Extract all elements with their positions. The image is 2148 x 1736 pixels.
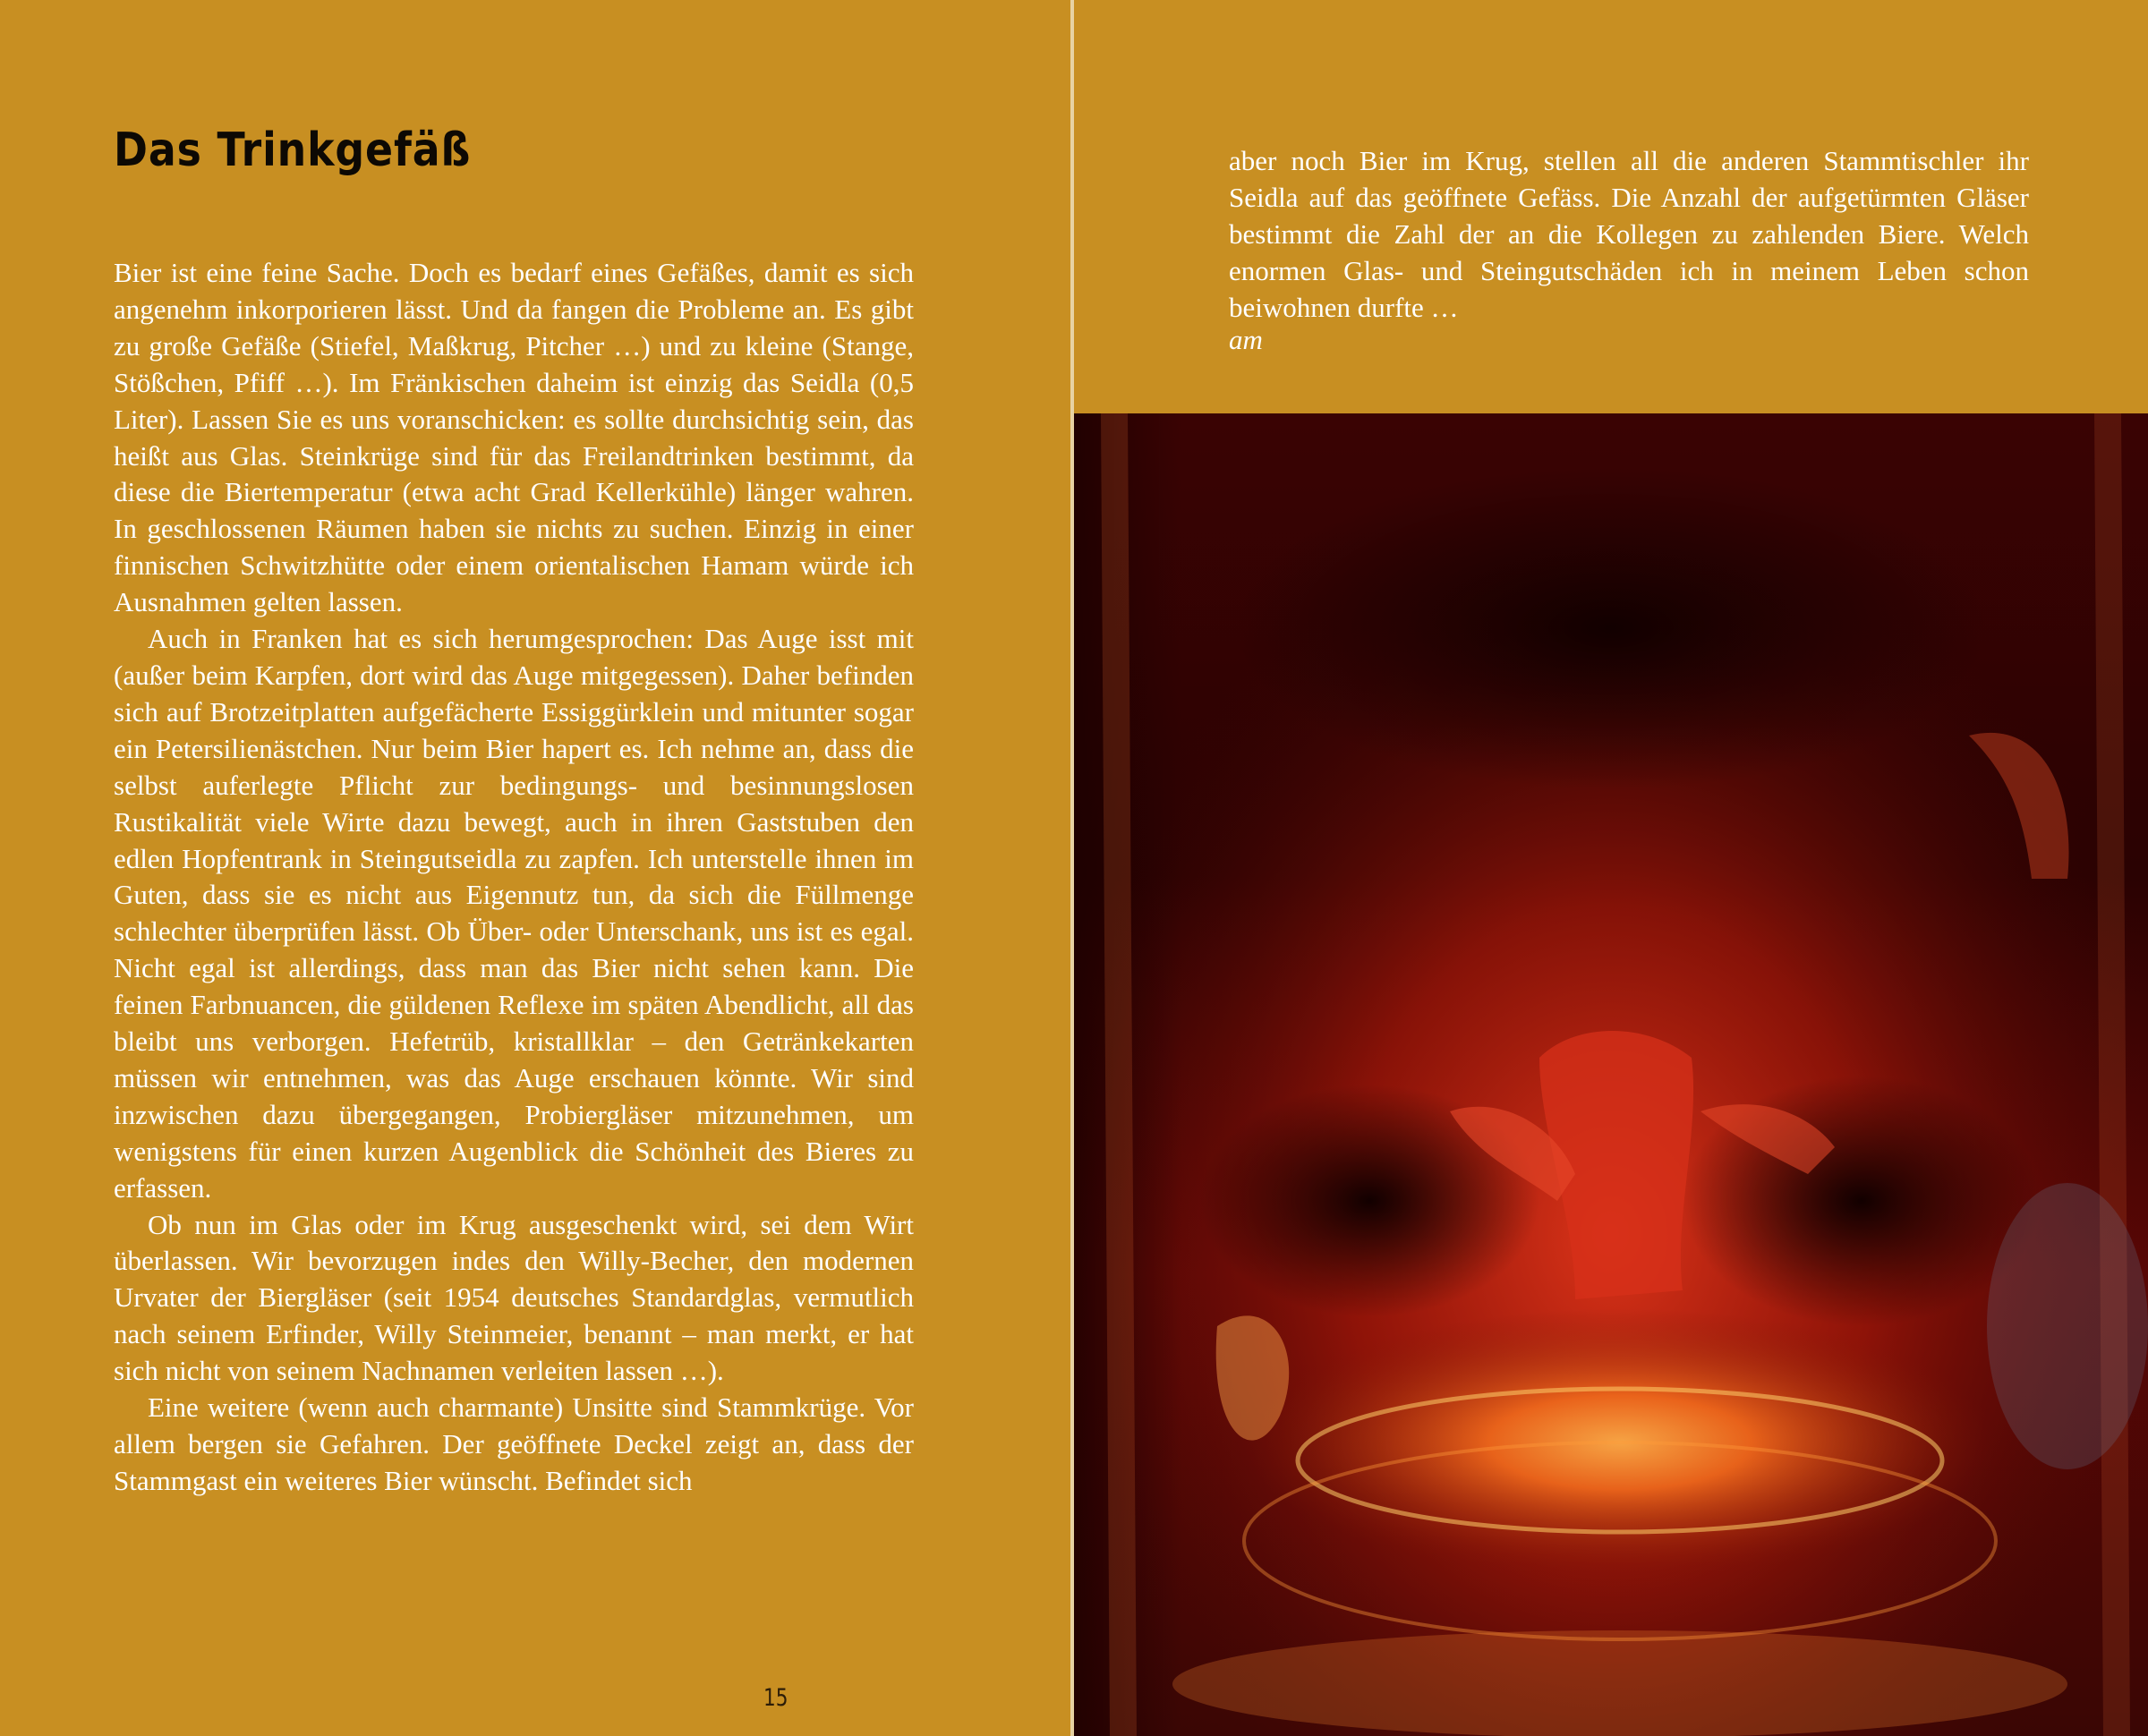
paragraph-2: Auch in Franken hat es sich herumgesprochen: Das Auge isst mit (außer beim Karpfen, dort wird das Auge mitgegessen). Daher befinden sich auf Brotzeitplatten aufgefächerte Essiggürklein und mitunter sogar ein Petersilienästchen. Nur beim Bier hapert es. Ich nehme an, dass die selbst auferlegte Pflicht zur bedingungs- und besinnungslosen Rustikalität viele Wirte dazu bewegt, auch in ihren Gaststuben den edlen Hopfentrank in Steingutseidla zu zapfen. Ich unterstelle ihnen im Guten, dass sie es nicht aus Eigennutz tun, da sich die Füllmenge schlechter überprüfen lässt. Ob Über- oder Unterschank, uns ist es egal. Nicht egal ist allerdings, dass man das Bier nicht sehen kann. Die feinen Farbnuancen, die güldenen Reflexe im späten Abendlicht, all das bleibt uns verborgen. Hefetrüb, kristallklar – den Getränkekarten müssen wir entnehmen, was das Auge erschauen könnte. Wir sind inzwischen dazu übergegangen, Probiergläser mitzunehmen, um wenigstens für einen kurzen Augenblick die Schönheit des Bieres zu erfassen.: [114, 623, 914, 1204]
paragraph-4: Eine weitere (wenn auch charmante) Unsitte sind Stammkrüge. Vor allem bergen sie Gefahren. Der geöffnete Deckel zeigt an, dass der Stammgast ein weiteres Bier wünscht. Befindet sich: [114, 1391, 914, 1496]
page-number: 15: [763, 1684, 788, 1712]
article-body: [114, 255, 914, 1500]
right-page: [1074, 0, 2148, 1736]
continued-paragraph: aber noch Bier im Krug, stellen all die anderen Stammtischler ihr Seidla auf das geöffnete Gefäss. Die Anzahl der aufgetürmten Gläser bestimmt die Zahl der an die Kollegen zu zahlenden Biere. Welch enormen Glas- und Steingutschäden ich in meinem Leben schon beiwohnen durfte …: [1229, 145, 2029, 323]
author-initials: am: [1229, 324, 1263, 355]
paragraph-1: Bier ist eine feine Sache. Doch es bedarf eines Gefäßes, damit es sich angenehm inkorporieren lässt. Und da fangen die Probleme an. Es gibt zu große Gefäße (Stiefel, Maßkrug, Pitcher …) und zu kleine (Stange, Stößchen, Pfiff …). Im Fränkischen daheim ist einzig das Seidla (0,5 Liter). Lassen Sie es uns voranschicken: es sollte durchsichtig sein, das heißt aus Glas. Steinkrüge sind für das Freilandtrinken bestimmt, da diese die Biertemperatur (etwa acht Grad Kellerkühle) länger wahren. In geschlossenen Räumen haben sie nichts zu suchen. Einzig in einer finnischen Schwitzhütte oder einem orientalischen Hamam würde ich Ausnahmen gelten lassen.: [114, 257, 914, 618]
page-title: Das Trinkgefäß: [114, 123, 472, 177]
beer-glass-photo: [1074, 413, 2148, 1736]
paragraph-3: Ob nun im Glas oder im Krug ausgeschenkt wird, sei dem Wirt überlassen. Wir bevorzugen indes den Willy-Becher, den modernen Urvater der Biergläser (seit 1954 deutsches Standardglas, vermutlich nach seinem Erfinder, Willy Steinmeier, benannt – man merkt, er hat sich nicht von seinem Nachnamen verleiten lassen …).: [114, 1208, 914, 1387]
left-page: [0, 0, 1070, 1736]
